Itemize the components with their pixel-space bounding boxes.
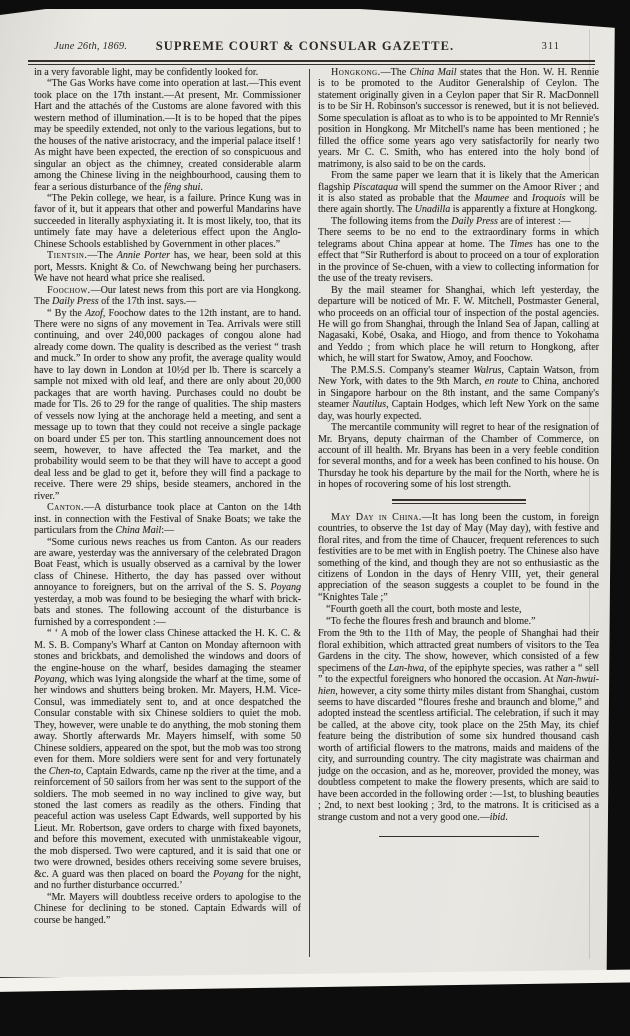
text-run: Unadilla [414, 204, 451, 216]
text-run: is apparently a fixture at Hongkong. [450, 204, 598, 216]
masthead-double-rule [28, 60, 595, 65]
page-fold-line [589, 29, 590, 959]
paragraph [34, 537, 301, 629]
text-run: yesterday, a mob was found to be besieging the wharf with brick-bats and stones. The following account of the disturbance is furnished by a correspondent :— [34, 593, 301, 628]
text-run: China Mail [115, 525, 162, 537]
paragraph [34, 250, 301, 284]
text-run: Poyang [270, 582, 301, 594]
issue-date: June 26th, 1869. [54, 41, 128, 52]
paragraph [318, 422, 599, 491]
section-heading: Tientsin. [47, 250, 88, 262]
verse-couplet: “Fourth goeth all the court, both moste and leste, “To feche the floures fresh and braunch and blome.” [326, 604, 536, 627]
text-run: and [508, 192, 532, 204]
text-run: —A disturbance took place at Canton on the 14th inst. in connection with the Festival of Snake Boats; we take the particulars from the [34, 502, 301, 537]
text-run: ibid [489, 811, 506, 823]
text-run: Piscataqua [353, 181, 399, 193]
text-run: of the 17th inst. says.— [98, 296, 197, 308]
section-heading: May Day in China. [331, 511, 422, 523]
text-run: —Our latest news from this port are via Hongkong. The [34, 284, 301, 308]
text-run: —The [87, 250, 117, 262]
text-run: Azof [85, 307, 103, 319]
text-run: , Foochow dates to the 12th instant, are to hand. There were no signs of any movement in Tea. Arrivals were still continuing, and over 240,000 packages of congou alone had already come down. The quality is described as the veriest “ trash and muck.” In order to show any profit, the average quality would have to lay down in London at 10½d per lb. There is scarcely a sample not mixed with old leaf, and there are only about 20,000 packages that are worth having. Purchases could no doubt be made for Tls. 26 to 29 for the range of qualities. The ship masters of vessels now lying at the anchorage held a meeting, and sent a message up to town that they could not receive a single package on board under £5 per ton. This startling announcement does not seem, however, to have affected the Tea market, and the probability would seem to be that they will have to accept a good deal less and be glad to get it, before they will find a package to receive. There were 29 ships, beside steamers, anchored in the river.” [34, 307, 301, 502]
section-divider-rule [379, 836, 539, 837]
paragraph [34, 67, 301, 78]
text-run: , which was lying alongside the wharf at the time, some of her windows and shutters being broken. Mr. Mayers, H.M. Vice-Consul, was immediately sent to, and at once despatched the Consular constable with six Chinese soldiers to quiet the mob. They, however, were unable te do anything, the mob stoning them away. Shortly afterwards Mr. Mayers himself, with some 50 Chinese soldiers, appeared on the spot, but the mob was too strong even for them. More soldiers were sent for and very fortunately the [34, 674, 301, 777]
paragraph [34, 193, 301, 250]
paragraph [318, 628, 599, 823]
text-run: “ By the [47, 307, 86, 319]
text-run: in a very favorable light, may be confidently looked for. [34, 67, 259, 78]
text-run: en route [484, 376, 519, 388]
paragraph [318, 170, 599, 216]
right-column [318, 67, 599, 973]
text-run: Annie Porter [116, 250, 171, 262]
text-run: for the night, and no further disturbance occurred.’ [34, 868, 301, 892]
text-run: From the 9th to the 11th of May, the people of Shanghai had their floral exhibition, which attracted great numbers of visitors to the Tea Gardens in the city. The show, however, which consisted of a few specimens of the [318, 628, 599, 674]
text-run: has, we hear, been sold at this port, Messrs. Knight & Co. of Newchwang being her purchasers. We have not heard what price she realised. [34, 250, 301, 285]
text-run: China Mail [409, 67, 457, 78]
paragraph [34, 892, 301, 926]
text-run: states that the Hon. W. H. Rennie is to be promoted to the Auditor Generalship of Ceylon. The statement originally given in a Ceylon paper that Sir R. MacDonnell is to be Sir H. Robinson's successor is renewed, but it is not believed. Some speculation is afloat as to who is to be appointed to Mr Rennie's position in Hongkong. Mr Mitchell's name has been mentioned ; he filled the office some years ago very satisfactorily for nearly two years. Mr C. C. Smith, who has entered into the holy bond of matrimony, is also said to be on the cards. [318, 67, 599, 170]
text-run: “The Gas Works have come into operation at last.—This event took place on the 17th instant.—At present, Mr. Commissioner Hart and the attachés of the Customs are alone favored with this western method of illumination.—It is to be hoped that the pipes may be speedily extended, not only to the various legations, but to the houses of the native aristocracy, and the imperial palace itself ! As might have been expected, the erection of so conspicuous and singular an object as the chimney, created considerable alarm among the Chinese living in the neighbourhood, causing them to fear a serious disturbance of the [34, 78, 301, 193]
paragraph [34, 628, 301, 891]
paragraph [34, 285, 301, 308]
paragraph [34, 78, 301, 193]
text-run: Poyang [34, 674, 65, 686]
paragraph [34, 308, 301, 503]
text-run: Walrus [473, 364, 502, 376]
text-run: “The Pekin college, we hear, is a failure. Prince Kung was in favor of it, but it appears that other and powerful Mandarins have succeeded in literally asphyxiating it. It is most likely, too, that its untimely fate may have a deleterious effect upon the Anglo-Chinese Schools established by Government in other places.” [34, 192, 301, 250]
column-divider-rule [309, 69, 310, 957]
section-heading: Canton. [47, 502, 85, 514]
text-run: By the mail steamer for Shanghai, which left yesterday, the departure will be noticed of Mr. F. W. Mitchell, Postmaster General, who proceeds on an official tour of inspection of the postal agencies. He will go from Shanghai, through the Inland Sea of Japan, calling at Nagasaki, Kobé, Osaka, and Hiogo, and from thence to Yokohama and Yeddo ; from which place he will return to Hongkong, after which, he will start for Swatow, Amoy, and Foochow. [318, 284, 599, 365]
text-run: Times [509, 238, 533, 250]
text-run: Nautilus [352, 399, 387, 411]
text-run: , Captain Watson, from New York, with dates to the 9th March, [318, 364, 599, 388]
text-run: has one to the effect that “Sir Rutherford is about to proceed on a tour of exploration in the province of Se-chuen, with a view to collecting information for the use of the treaty revisers. [318, 238, 599, 285]
text-run: “Some curious news reaches us from Canton. As our readers are aware, yesterday was the anniversary of the celebrated Dragon Boat Feast, which is usually observed as a carnival by the lower class of Chinese. Hitherto, the day has passed over without annoyance to foreigners, but on the arrival of the S. S. [34, 536, 301, 594]
text-run: Chen-to [48, 765, 81, 777]
paragraph [318, 216, 599, 227]
text-run: . [200, 181, 203, 193]
text-run: The following items from the [331, 215, 452, 227]
text-run: :— [161, 525, 174, 537]
text-run: “Mr. Mayers will doubtless receive orders to apologise to the Chinese for declining to be stoned. Captain Edwards will of course be hanged.” [34, 891, 301, 926]
paragraph [318, 227, 599, 284]
text-run: Maumee [474, 192, 509, 204]
text-run: to China, anchored in Singapore harbour on the 8th instant, and the same Company's steamer [318, 376, 599, 411]
masthead [50, 39, 560, 57]
section-divider-rule [392, 499, 526, 504]
text-run: —The [380, 67, 410, 78]
text-run: The mercantile community will regret to hear of the resignation of Mr. Bryans, deputy chairman of the Chamber of Commerce, on account of ill health. Mr. Bryans has been in a very feeble condition for several months, and for a week has been confined to his house. On Thursday he took his departure by the mail for the North, where he is in hopes of rocovering some of his lost strength. [318, 422, 599, 491]
text-run: Nan-hwui-hien [318, 674, 599, 697]
section-heading: Foochow. [47, 284, 91, 296]
scan-edge-bottom [0, 982, 630, 1036]
text-run: Poyang [213, 868, 244, 880]
publication-title: SUPREME COURT & CONSULAR GAZETTE. [155, 39, 455, 53]
text-run: , however, a city some thirty miles distant from Shanghai, custom seems to have discarded “floures freshe and braunch and blome,” and adopted instead the scentless artificial. The celebration, if such it may be called, at the above city, took place on the 25th May, its chief feature being the distribution of some six hundred thousand cash worth of artificial flowers to the matrons, maids and maidens of the city, and surrounding country. The city magistrate was chairman and judge on the occasion, and as he, moreover, provided the money, was doubtless competent to make the flowery presents, which are said to have been accorded in the following order :—1st, to blushing beauties ; 2nd, to next best looking ; 3rd, to the matrons. It is criticised as a strange custom and not a very good one.— [318, 685, 599, 823]
text-columns [34, 67, 599, 973]
text-run: Daily Press [52, 296, 99, 308]
text-run: , Captain Edwards, came np the river at the time, and a reinforcement of 50 sailors from her was sent to the support of the soldiers. The mob seemed in no way inclined to give way, but stoned the last comers as readily as the others. Finding that peaceful action was useless Capt Edwards, well supported by his Lieut. Mr. Robertson, gave orders to charge with fixed bayonets, and before this movement, executed with unmistakeable vigour, the mob dispersed. Two were captured, and it is said that one or two were drowned, besides others receiving some severe bruises, &c. A guard was then placed on board the [34, 765, 301, 880]
text-run: will spend the summer on the Amoor River ; and it is also stated as probable that the [318, 181, 599, 204]
text-run: fêng shui [163, 181, 201, 193]
paragraph [318, 67, 599, 170]
paragraph [318, 285, 599, 365]
newspaper-page [0, 9, 622, 977]
text-run: , Captain Hodges, which left New York on the same day, was hourly expected. [318, 399, 599, 422]
paragraph [318, 512, 599, 604]
left-column [34, 67, 301, 973]
text-run: . [505, 811, 508, 823]
text-run: “ ‘ A mob of the lower class Chinese attacked the H. K. C. & M. S. B. Company's Wharf at Canton on Monday afternoon with stones and brickbats, and demolished the windows and doors of the engine-house on the wharf, besides damaging the steamer [34, 628, 301, 674]
text-run: There seems to be no end to the extraordinary forms in which telegrams about China appear at home. The [318, 227, 599, 250]
text-run: —It has long been the custom, in foreign countries, to observe the 1st day of May (May day), with festive and floral rites, and from the time of Chaucer, frequent references to such festivities are to be met with in English poetry. The Chinese also have something of the kind, and though they are not so enthusiastic as the citizens of London in the days of Henry VIII, yet, their general appreciation of the season suggests a couplet to be found in the “Knightes Tale ;” [318, 511, 599, 603]
paragraph [318, 365, 599, 422]
paragraph [34, 502, 301, 536]
text-run: , of the epiphyte species, was rather a “ sell ” to the expectful foreigners who honored the occasion. At [318, 662, 599, 686]
text-run: Daily Press [451, 215, 498, 227]
page-number: 311 [541, 41, 560, 52]
text-run: are of interest :— [497, 215, 571, 227]
text-run: Iroquois [531, 192, 566, 204]
text-run: From the same paper we learn that it is likely that the American flagship [318, 170, 599, 193]
section-heading: Hongkong. [331, 67, 381, 78]
text-run: will be there again shortly. The [318, 192, 599, 216]
text-run: The P.M.S.S. Company's steamer [331, 364, 474, 376]
text-run: Lan-hwa [388, 662, 424, 674]
